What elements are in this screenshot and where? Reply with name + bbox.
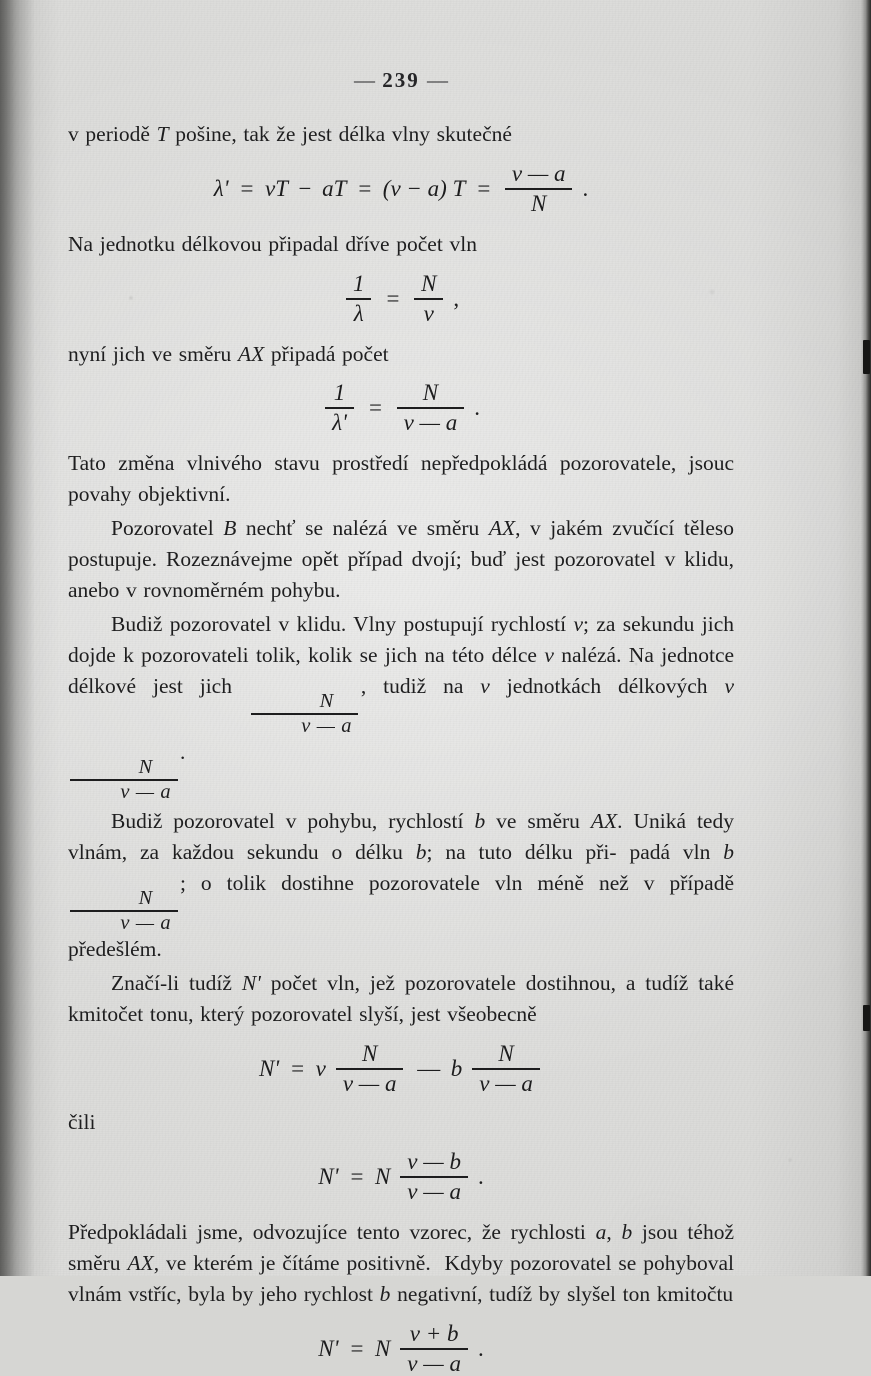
inline-ax-2: AX bbox=[590, 808, 618, 833]
eq2-lhs-fraction bbox=[346, 272, 371, 326]
eq4-term2-coeff: b bbox=[450, 1055, 463, 1081]
p6-seg-f: jednotkách délkových bbox=[506, 673, 708, 698]
p7-if-numerator: N bbox=[138, 887, 153, 910]
eq4-t1-fraction-bar bbox=[336, 1068, 403, 1070]
eq3-period: . bbox=[474, 395, 481, 421]
eq3-rhs-numerator: N bbox=[422, 380, 439, 406]
paragraph-5: Pozorovatel B nechť se nalézá ve směru AX, v jakém zvučící těleso postupuje. Rozeznávejme opět případ dvojí; buď jest pozorovatel v klidu, anebo v rovnoměrném pohybu. bbox=[68, 516, 735, 603]
eq5-lhs: N' bbox=[318, 1164, 339, 1190]
inline-v-4: v bbox=[724, 673, 735, 698]
inline-v-3: v bbox=[480, 673, 490, 698]
equation-waves-per-unit-length bbox=[68, 272, 734, 326]
p7-seg-b: ve směru bbox=[496, 808, 580, 833]
p6-seg-e: na bbox=[443, 673, 464, 698]
eq3-rhs-fraction-bar bbox=[397, 407, 464, 409]
inline-b-1: b bbox=[474, 808, 486, 833]
paragraph-10: Předpokládali jsme, odvozujíce tento vzorec, že rychlosti a, b jsou téhož směru AX, ve kterém je čítáme positivně. Kdyby pozorovatel se pohyboval vlnám vstříc, byla by jeho rychlost b negativní, tudíž by slyšel ton kmitočtu bbox=[68, 1220, 734, 1307]
page-right-edge bbox=[861, 0, 871, 1276]
p7-seg-e: padá vln bbox=[629, 839, 711, 864]
eq4-term2-fraction bbox=[472, 1042, 539, 1096]
eq5-coeff: N bbox=[374, 1164, 391, 1190]
eq5-fraction bbox=[400, 1150, 467, 1204]
eq2-lhs-fraction-bar bbox=[346, 298, 371, 300]
eq1-minus: − bbox=[298, 175, 312, 201]
eq5-fraction-bar bbox=[400, 1176, 467, 1178]
eq6-fraction-bar bbox=[400, 1348, 467, 1350]
eq4-minus: — bbox=[417, 1055, 441, 1081]
p6-inline-fraction-2 bbox=[70, 757, 177, 803]
p6-if2-numerator: N bbox=[138, 756, 153, 779]
eq1-term-at: aT bbox=[322, 175, 347, 201]
p6-if1-numerator: N bbox=[319, 690, 334, 713]
inline-v-1: v bbox=[573, 612, 584, 637]
eq3-lhs-numerator: 1 bbox=[333, 380, 346, 406]
p6-if2-denominator: v — a bbox=[120, 781, 171, 804]
eq2-rhs-fraction bbox=[414, 272, 443, 326]
eq4-equals: = bbox=[291, 1055, 304, 1081]
eq2-equals: = bbox=[386, 285, 400, 311]
eq3-rhs-fraction bbox=[397, 381, 464, 435]
folio-number: 239 bbox=[382, 68, 420, 92]
paragraph-4: Tato změna vlnivého stavu prostředí nepředpokládá pozorovatele, jsouc povahy objektivní. bbox=[68, 451, 734, 507]
inline-v-2: v bbox=[544, 643, 554, 668]
p7-seg-g: než v případě předešlém. bbox=[68, 870, 734, 961]
eq3-equals: = bbox=[369, 395, 382, 421]
paragraph-9: čili bbox=[68, 1110, 96, 1135]
eq2-rhs-fraction-bar bbox=[414, 298, 443, 300]
eq5-numerator: v — b bbox=[407, 1149, 461, 1175]
eq2-lhs-denominator: λ bbox=[353, 300, 364, 326]
eq4-lhs: N' bbox=[258, 1055, 280, 1081]
p7-inline-fraction bbox=[70, 888, 177, 934]
p6-inline-fraction-1 bbox=[251, 691, 358, 737]
eq5-denominator: v — a bbox=[407, 1179, 461, 1205]
eq1-denominator: N bbox=[531, 190, 547, 216]
equation-waves-per-unit-length-ax bbox=[68, 381, 734, 435]
eq3-lhs-fraction bbox=[325, 381, 354, 435]
eq5-equals: = bbox=[350, 1164, 363, 1190]
p7-seg-d: ; na tuto délku při- bbox=[426, 839, 617, 864]
eq1-lhs: λ' bbox=[213, 175, 229, 201]
paragraph-7 bbox=[68, 806, 734, 965]
edge-ink-mark-2 bbox=[863, 1005, 870, 1031]
text-column bbox=[68, 0, 735, 1376]
inline-ax-1: AX bbox=[237, 341, 265, 366]
p6-seg-d: , tudiž bbox=[360, 673, 427, 698]
eq6-period: . bbox=[477, 1335, 484, 1361]
eq1-equals-2: = bbox=[358, 175, 371, 201]
eq4-t2-fraction-bar bbox=[472, 1068, 539, 1070]
equation-frequency-general bbox=[68, 1042, 734, 1096]
eq4-term1-fraction bbox=[336, 1042, 403, 1096]
paragraph-8: Značí-li tudíž N' počet vln, jež pozorovatele dostihnou, a tudíž také kmitočet tonu, který pozorovatel slyší, jest všeobecně bbox=[68, 970, 735, 1026]
paragraph-3: nyní jich ve směru AX připadá počet bbox=[68, 341, 389, 366]
eq6-numerator: v + b bbox=[409, 1321, 459, 1347]
eq4-t1-numerator: N bbox=[362, 1040, 378, 1066]
eq1-term-grouped: (v − a) T bbox=[382, 175, 466, 201]
p7-if-denominator: v — a bbox=[120, 911, 171, 934]
p7-seg-c: . Uniká tedy vlnám, za každou sekundu o délku bbox=[68, 808, 734, 864]
p6-if1-denominator: v — a bbox=[301, 715, 352, 738]
paragraph-6: Budiž pozorovatel v klidu. Vlny postupují rychlostí v; za sekundu jich dojde k pozorovateli tolik, kolik se jich na této délce v nalézá. Na jednotce délkové jest jich $\frac{N}{v — a}$ , tudiž na v jednotkách délkových v $\frac{N}{v — a}$ . bbox=[68, 612, 735, 804]
eq3-rhs-denominator: v — a bbox=[403, 410, 458, 436]
eq1-equals-3: = bbox=[477, 175, 490, 201]
p6-seg-a: Budiž pozorovatel v klidu. Vlny postupují rychlostí bbox=[111, 612, 567, 637]
folio-dash-left: — bbox=[354, 68, 375, 92]
eq1-numerator: v — a bbox=[511, 160, 566, 186]
eq1-period: . bbox=[582, 175, 589, 201]
equation-frequency-approaching bbox=[68, 1322, 734, 1376]
eq6-fraction bbox=[400, 1322, 467, 1376]
eq6-coeff: N bbox=[374, 1335, 391, 1361]
eq2-lhs-numerator: 1 bbox=[352, 270, 365, 296]
eq3-lhs-fraction-bar bbox=[325, 407, 354, 409]
paragraph-2: Na jednotku délkovou připadal dříve počet vln bbox=[68, 231, 477, 256]
eq6-denominator: v — a bbox=[407, 1350, 461, 1376]
inline-b-2: b bbox=[415, 839, 427, 864]
eq3-lhs-denominator: λ' bbox=[332, 410, 347, 436]
p6-seg-b: ; za sekundu jich dojde k pozorovateli tolik, kolik se jich na této délce bbox=[68, 612, 735, 668]
p6-seg-c: nalézá. Na jednotce délkové jest jich bbox=[68, 643, 735, 698]
eq1-equals-1: = bbox=[240, 175, 254, 201]
edge-ink-mark-1 bbox=[863, 340, 870, 374]
eq2-comma: , bbox=[453, 285, 460, 311]
eq4-term1-coeff: v bbox=[315, 1055, 326, 1081]
page-folio bbox=[68, 68, 734, 93]
eq2-rhs-denominator: v bbox=[423, 300, 434, 326]
inline-b-3: b bbox=[723, 839, 735, 864]
p7-seg-f: ; o tolik dostihne pozorovatele vln méně bbox=[179, 870, 584, 895]
equation-frequency-simplified bbox=[68, 1150, 734, 1204]
eq1-fraction-bar bbox=[505, 188, 572, 190]
eq5-period: . bbox=[477, 1164, 484, 1190]
folio-dash-right: — bbox=[427, 68, 448, 92]
eq4-t2-denominator: v — a bbox=[479, 1070, 533, 1096]
binding-gutter-shadow bbox=[0, 0, 34, 1276]
eq6-lhs: N' bbox=[318, 1335, 339, 1361]
eq1-term-vt: vT bbox=[264, 175, 288, 201]
paragraph-1: v periodě T pošine, tak že jest délka vlny skutečné bbox=[68, 122, 512, 146]
p7-seg-a: Budiž pozorovatel v pohybu, rychlostí bbox=[111, 808, 464, 833]
eq4-t1-denominator: v — a bbox=[342, 1070, 397, 1096]
eq1-fraction bbox=[505, 162, 572, 216]
eq6-equals: = bbox=[350, 1335, 363, 1361]
eq2-rhs-numerator: N bbox=[421, 270, 437, 296]
eq4-t2-numerator: N bbox=[498, 1040, 514, 1066]
equation-wavelength-real bbox=[68, 162, 734, 216]
